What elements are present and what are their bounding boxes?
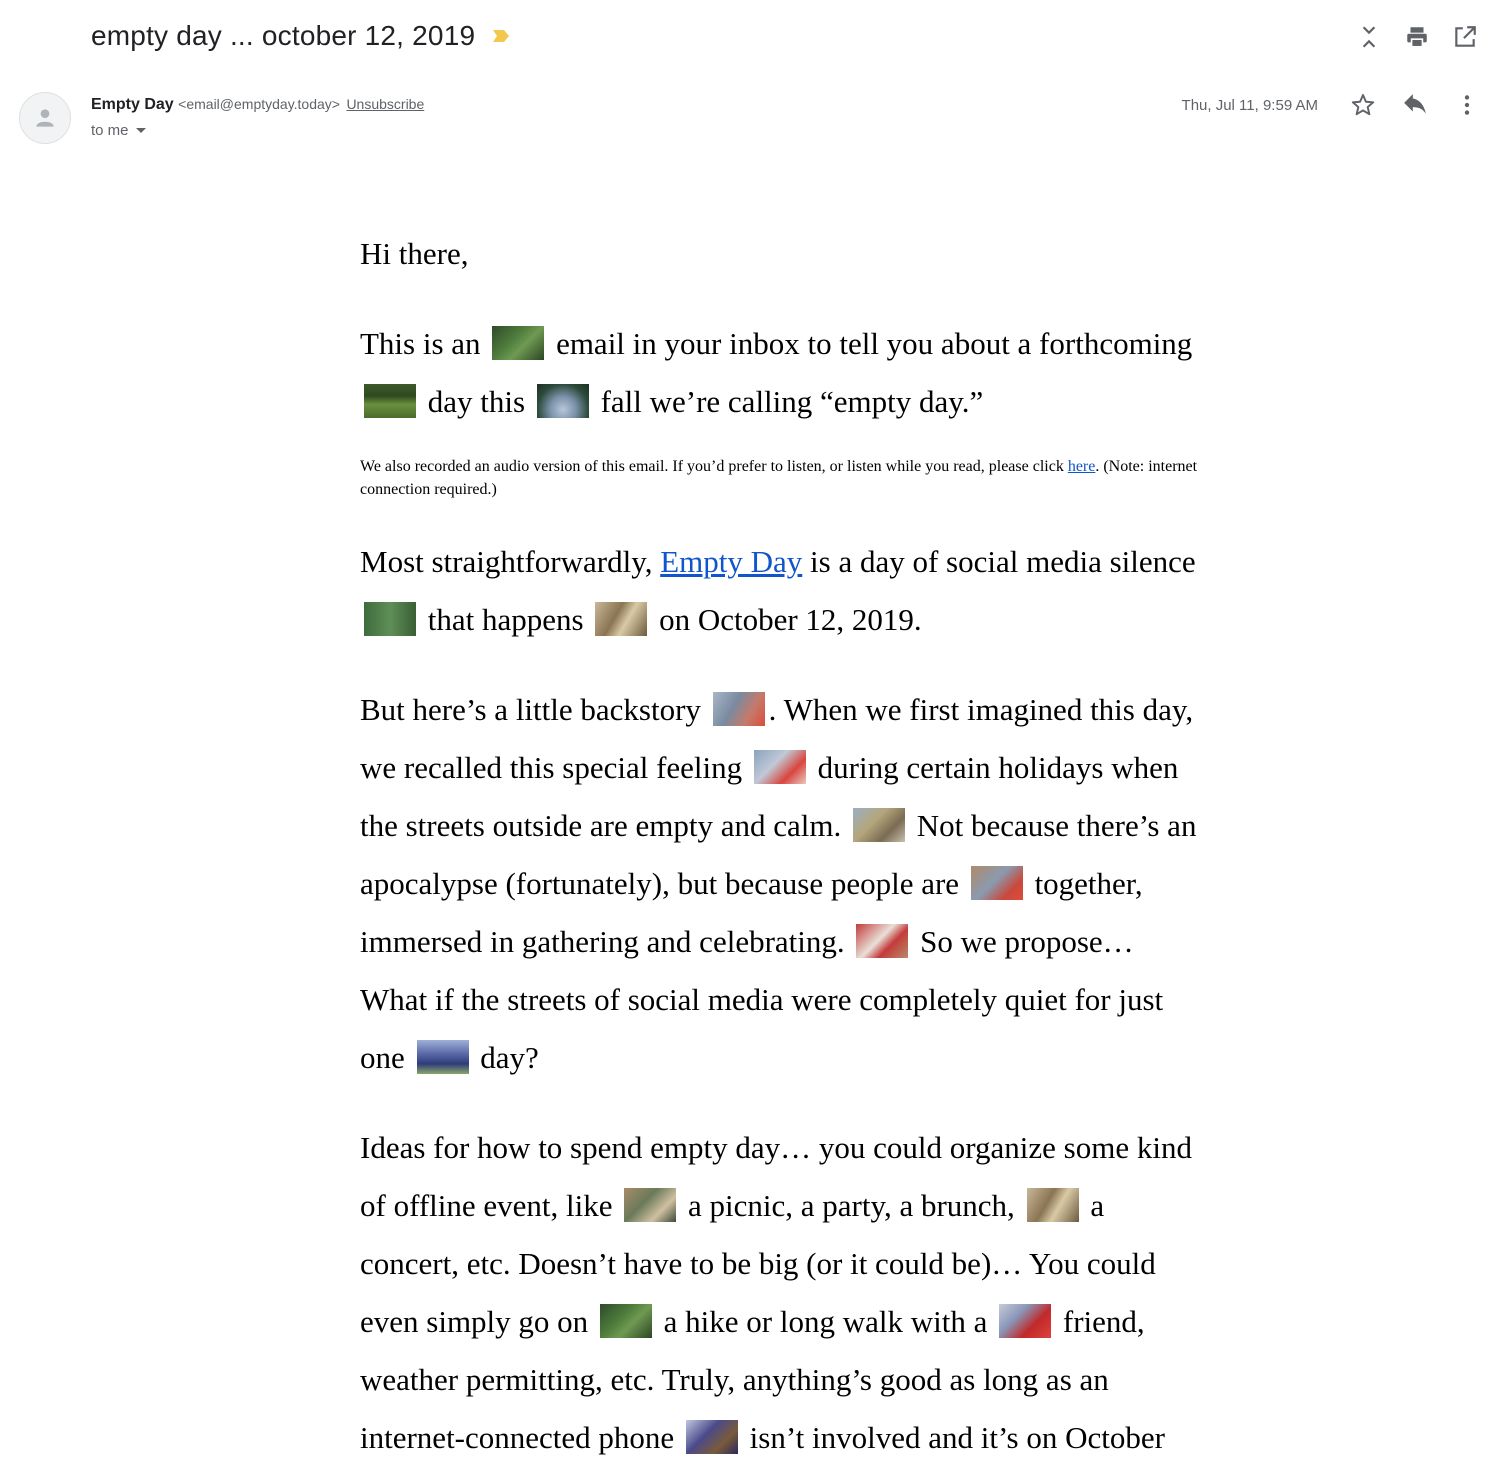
leaves-image: [364, 602, 416, 636]
importance-marker-icon[interactable]: [491, 28, 511, 44]
family-image: [971, 866, 1023, 900]
backstory-text-3: during certain holidays when the streets outside are empty and calm.: [360, 750, 1179, 843]
hand-image: [754, 750, 806, 784]
definition-text-1: Most straightforwardly,: [360, 544, 661, 579]
musician-image: [853, 808, 905, 842]
saxophone-image: [595, 602, 647, 636]
audio-link[interactable]: here: [1067, 458, 1096, 475]
concert-image: [1027, 1188, 1079, 1222]
ideas-text-5: friend, weather permitting, etc. Truly, anything’s good as long as an internet-connected phone: [360, 1304, 1145, 1455]
reply-icon[interactable]: [1402, 92, 1428, 118]
chevron-down-icon: [135, 127, 147, 135]
more-options-icon[interactable]: [1454, 92, 1480, 118]
friend-image: [999, 1304, 1051, 1338]
field-image: [364, 384, 416, 418]
intro-text-4: fall we’re calling “empty day.”: [592, 384, 984, 419]
audio-text-before: We also recorded an audio version of this email. If you’d prefer to listen, or listen while you read, please click: [360, 458, 1068, 475]
ideas-text-2: a picnic, a party, a brunch,: [680, 1188, 1023, 1223]
backstory-text-5: together, immersed in gathering and celebrating.: [360, 866, 1143, 959]
intro-paragraph: [360, 315, 1200, 431]
definition-text-4: on October 12, 2019.: [651, 602, 922, 637]
recipients-label: to me: [91, 122, 129, 139]
definition-text-3: that happens: [420, 602, 592, 637]
backstory-text-7: day?: [472, 1040, 539, 1075]
backstory-text-4: Not because there’s an apocalypse (fortunately), but because people are: [360, 808, 1197, 901]
thread-toolbar: [1356, 24, 1478, 50]
email-subject-row: [91, 20, 511, 52]
globe-image: [537, 384, 589, 418]
audio-text-after: . (Note: internet connection required.): [360, 458, 1198, 498]
ideas-text-4: a hike or long walk with a: [655, 1304, 996, 1339]
people-image: [713, 692, 765, 726]
backstory-text-1: But here’s a little backstory: [360, 692, 709, 727]
message-actions: [1182, 92, 1480, 118]
email-subject: empty day ... october 12, 2019: [91, 20, 476, 51]
watermelon-image: [856, 924, 908, 958]
recipients-toggle[interactable]: [91, 122, 147, 139]
greeting: Hi there,: [360, 236, 469, 271]
definition-paragraph: [360, 533, 1200, 649]
blue-scene-image: [417, 1040, 469, 1074]
collapse-all-icon[interactable]: [1356, 24, 1382, 50]
sender-row: [0, 88, 1500, 158]
ideas-text-1: Ideas for how to spend empty day… you could organize some kind of offline event, like: [360, 1130, 1192, 1223]
ideas-paragraph: [360, 1119, 1200, 1467]
person-icon: [32, 105, 58, 131]
sender-name[interactable]: Empty Day: [91, 96, 174, 113]
star-icon[interactable]: [1350, 92, 1376, 118]
print-icon[interactable]: [1404, 24, 1430, 50]
intro-text-1: This is an: [360, 326, 489, 361]
backstory-text-6: So we propose… What if the streets of social media were completely quiet for just one: [360, 924, 1164, 1075]
audio-note: [360, 455, 1200, 501]
intro-text-2: email in your inbox to tell you about a forthcoming: [548, 326, 1193, 361]
empty-day-link[interactable]: Empty Day: [660, 544, 803, 579]
backstory-text-2: . When we first imagined this day, we recalled this special feeling: [360, 692, 1194, 785]
ideas-text-3: a concert, etc. Doesn’t have to be big (or it could be)… You could even simply go on: [360, 1188, 1156, 1339]
group-image: [624, 1188, 676, 1222]
sender-line: [91, 96, 424, 114]
backstory-paragraph: [360, 681, 1200, 1087]
definition-text-2: is a day of social media silence: [802, 544, 1196, 579]
ideas-text-6: isn’t involved and it’s on October: [741, 1420, 1165, 1455]
avatar[interactable]: [19, 92, 71, 144]
email-body: [360, 225, 1200, 1467]
forest-image: [492, 326, 544, 360]
intro-text-3: day this: [420, 384, 533, 419]
open-new-window-icon[interactable]: [1452, 24, 1478, 50]
sender-email: <email@emptyday.today>: [178, 96, 340, 112]
message-date: Thu, Jul 11, 9:59 AM: [1181, 96, 1318, 114]
phone-image: [686, 1420, 738, 1454]
unsubscribe-link[interactable]: Unsubscribe: [346, 96, 425, 112]
hike-image: [600, 1304, 652, 1338]
